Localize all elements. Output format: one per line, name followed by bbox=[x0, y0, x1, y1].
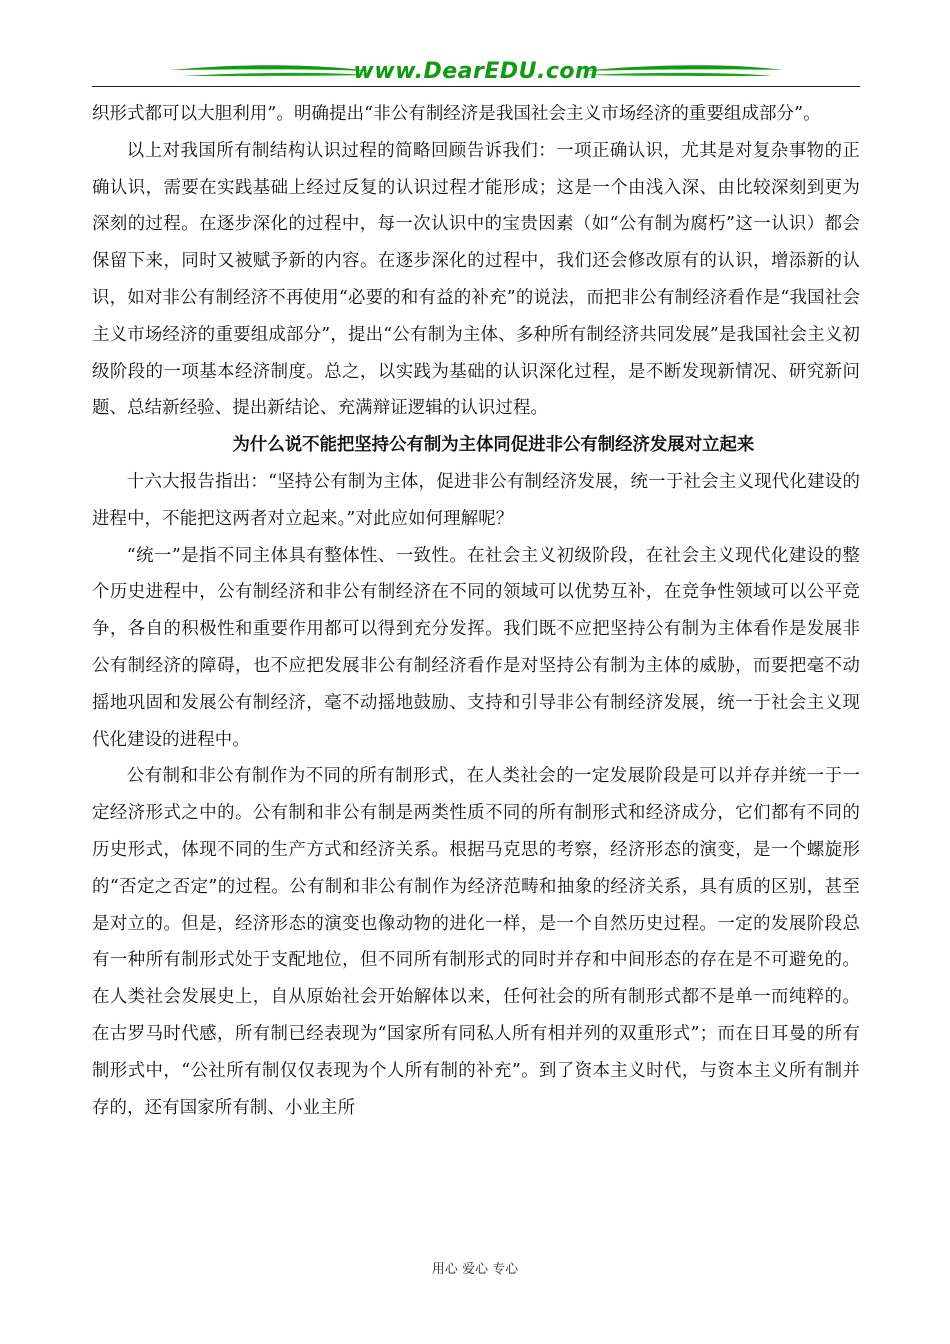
paragraph-unity: “统一”是指不同主体具有整体性、一致性。在社会主义初级阶段，在社会主义现代化建设的整个历史进程中，公有制经济和非公有制经济在不同的领域可以优势互补，在竞争性领域可以公平竞争，各自的积极性和重要作用都可以得到充分发挥。我们既不应把坚持公有制为主体看作是发展非公有制经济的障碍，也不应把发展非公有制经济看作是对坚持公有制为主体的威胁，而要把毫不动摇地巩固和发展公有制经济，毫不动摇地鼓励、支持和引导非公有制经济发展，统一于社会主义现代化建设的进程中。 bbox=[92, 545, 860, 750]
paragraph-summary: 以上对我国所有制结构认识过程的简略回顾告诉我们：一项正确认识，尤其是对复杂事物的正确认识，需要在实践基础上经过反复的认识过程才能形成；这是一个由浅入深、由比较深刻到更为深刻的过程。在逐步深化的过程中，每一次认识中的宝贵因素（如“公有制为腐朽”这一认识）都会保留下来，同时又被赋予新的内容。在逐步深化的过程中，我们还会修改原有的认识，增添新的认识，如对非公有制经济不再使用“必要的和有益的补充”的说法，而把非公有制经济看作是“我国社会主义市场经济的重要组成部分”，提出“公有制为主体、多种所有制经济共同发展”是我国社会主义初级阶段的一项基本经济制度。总之，以实践为基础的认识深化过程，是不断发现新情况、研究新问题、总结新经验、提出新结论、充满辩证逻辑的认识过程。 bbox=[92, 140, 860, 419]
page-header bbox=[92, 58, 860, 94]
paragraph-report-quote: 十六大报告指出：“坚持公有制为主体，促进非公有制经济发展，统一于社会主义现代化建设的进程中，不能把这两者对立起来。”对此应如何理解呢？ bbox=[92, 471, 860, 529]
site-logo-text[interactable]: www.DearEDU.com bbox=[353, 59, 599, 84]
page-footer: 用心 爱心 专心 bbox=[431, 1262, 519, 1277]
header-rule bbox=[92, 86, 860, 87]
document-body bbox=[92, 96, 860, 1126]
paragraph-ownership-forms: 公有制和非公有制作为不同的所有制形式，在人类社会的一定发展阶段是可以并存并统一于一定经济形式之中的。公有制和非公有制是两类性质不同的所有制形式和经济成分，它们都有不同的历史形式，体现不同的生产方式和经济关系。根据马克思的考察，经济形态的演变，是一个螺旋形的“否定之否定”的过程。公有制和非公有制作为经济范畴和抽象的经济关系，具有质的区别，甚至是对立的。但是，经济形态的演变也像动物的进化一样，是一个自然历史过程。一定的发展阶段总有一种所有制形式处于支配地位，但不同所有制形式的同时并存和中间形态的存在是不可避免的。在人类社会发展史上，自从原始社会开始解体以来，任何社会的所有制形式都不是单一而纯粹的。在古罗马时代感，所有制已经表现为“国家所有同私人所有相并列的双重形式”；而在日耳曼的所有制形式中，“公社所有制仅仅表现为个人所有制的补充”。到了资本主义时代，与资本主义所有制并存的，还有国家所有制、小业主所 bbox=[92, 766, 860, 1118]
section-heading: 为什么说不能把坚持公有制为主体同促进非公有制经济发展对立起来 bbox=[232, 435, 755, 456]
paragraph-continuation: 织形式都可以大胆利用”。明确提出“非公有制经济是我国社会主义市场经济的重要组成部分”。 bbox=[92, 104, 821, 124]
